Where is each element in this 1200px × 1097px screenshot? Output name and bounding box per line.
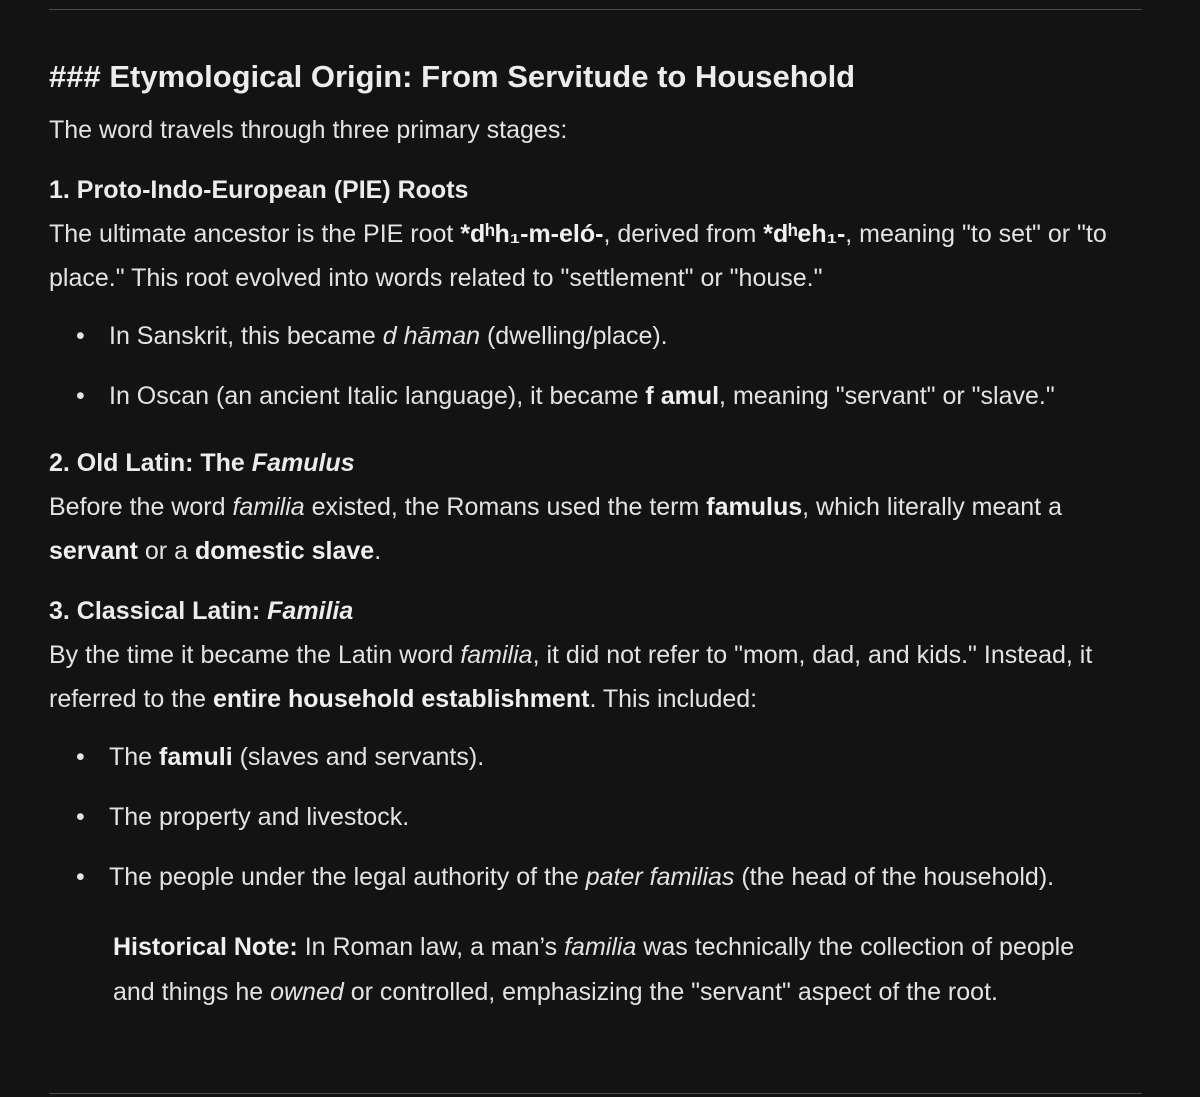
text-span: 2. Old Latin: The [49,449,252,477]
text-span: was technically the collection of people and things he [113,933,1075,1006]
text-span: By the time it became the Latin word [49,641,461,669]
bullet-dot: • [76,322,85,350]
text-span: In Roman law, a man’s [297,933,565,961]
text-span: (dwelling/place). [480,322,668,350]
text-span: , meaning "servant" or "slave." [719,382,1055,410]
text-span: existed, the Romans used the term [304,493,707,521]
text-span: The property and livestock. [109,803,410,831]
bold-term: famuli [159,743,233,771]
bold-term: famulus [706,493,803,521]
pie-root-base-term: *dʰeh₁- [763,220,846,248]
section-heading: ### Etymological Origin: From Servitude to Household [49,59,856,94]
text-span: , which literally meant a [802,493,1062,521]
pie-root-term: *dʰh₁-m-eló- [460,220,604,248]
text-span: or controlled, emphasizing the "servant" aspect of the root. [343,977,998,1006]
section1-list [49,314,1149,418]
text-span: The [109,743,160,771]
text-span: (the head of the household). [734,863,1055,891]
section1-paragraph [49,212,1149,300]
section3-paragraph [49,633,1149,721]
emphasis: familia [564,933,637,961]
text-span: In Sanskrit, this became [109,322,383,350]
bullet-dot: • [76,863,85,891]
bullet-dot: • [76,803,85,831]
section3-list [49,735,1149,899]
bold-term: entire household establishment [212,685,590,713]
section3-title [49,589,1149,633]
note-label: Historical Note: [113,933,298,961]
list-item [49,795,1149,839]
text-span: 3. Classical Latin: [49,597,268,625]
response-content [49,52,1149,1014]
bullet-dot: • [76,743,85,771]
oscan-term: f amul [645,382,720,410]
text-span: . This included: [589,685,758,713]
section2-title [49,441,1149,485]
emphasis: owned [270,977,344,1006]
text-span: . [374,537,382,565]
list-item [49,374,1149,418]
section2-paragraph [49,485,1149,573]
list-item [49,855,1149,899]
text-span: , derived from [603,220,764,248]
bottom-divider [49,1093,1142,1094]
emphasis: familia [232,493,305,521]
bullet-dot: • [76,382,85,410]
list-item [49,314,1149,358]
section1-title: 1. Proto-Indo-European (PIE) Roots [49,176,469,204]
top-divider [49,9,1142,10]
title-emphasis: Famulus [251,449,355,477]
bold-term: domestic slave [194,537,375,565]
emphasis: pater familias [585,863,735,891]
text-span: or a [137,537,195,565]
text-span: The people under the legal authority of the [109,863,586,891]
text-span: , meaning "to set" or "to place." This root evolved into words related to "settlement" or "house." [49,220,1107,292]
historical-note [113,925,1093,1014]
sanskrit-term: d hāman [382,322,481,350]
bold-term: servant [49,537,138,565]
list-item [49,735,1149,779]
text-span: Before the word [49,493,233,521]
intro-paragraph: The word travels through three primary stages: [49,116,568,144]
text-span: (slaves and servants). [232,743,485,771]
emphasis: familia [460,641,533,669]
text-span: The ultimate ancestor is the PIE root [49,220,461,248]
text-span: , it did not refer to "mom, dad, and kids." Instead, it referred to the [49,641,1093,713]
title-emphasis: Familia [267,597,354,625]
text-span: In Oscan (an ancient Italic language), it became [109,382,646,410]
